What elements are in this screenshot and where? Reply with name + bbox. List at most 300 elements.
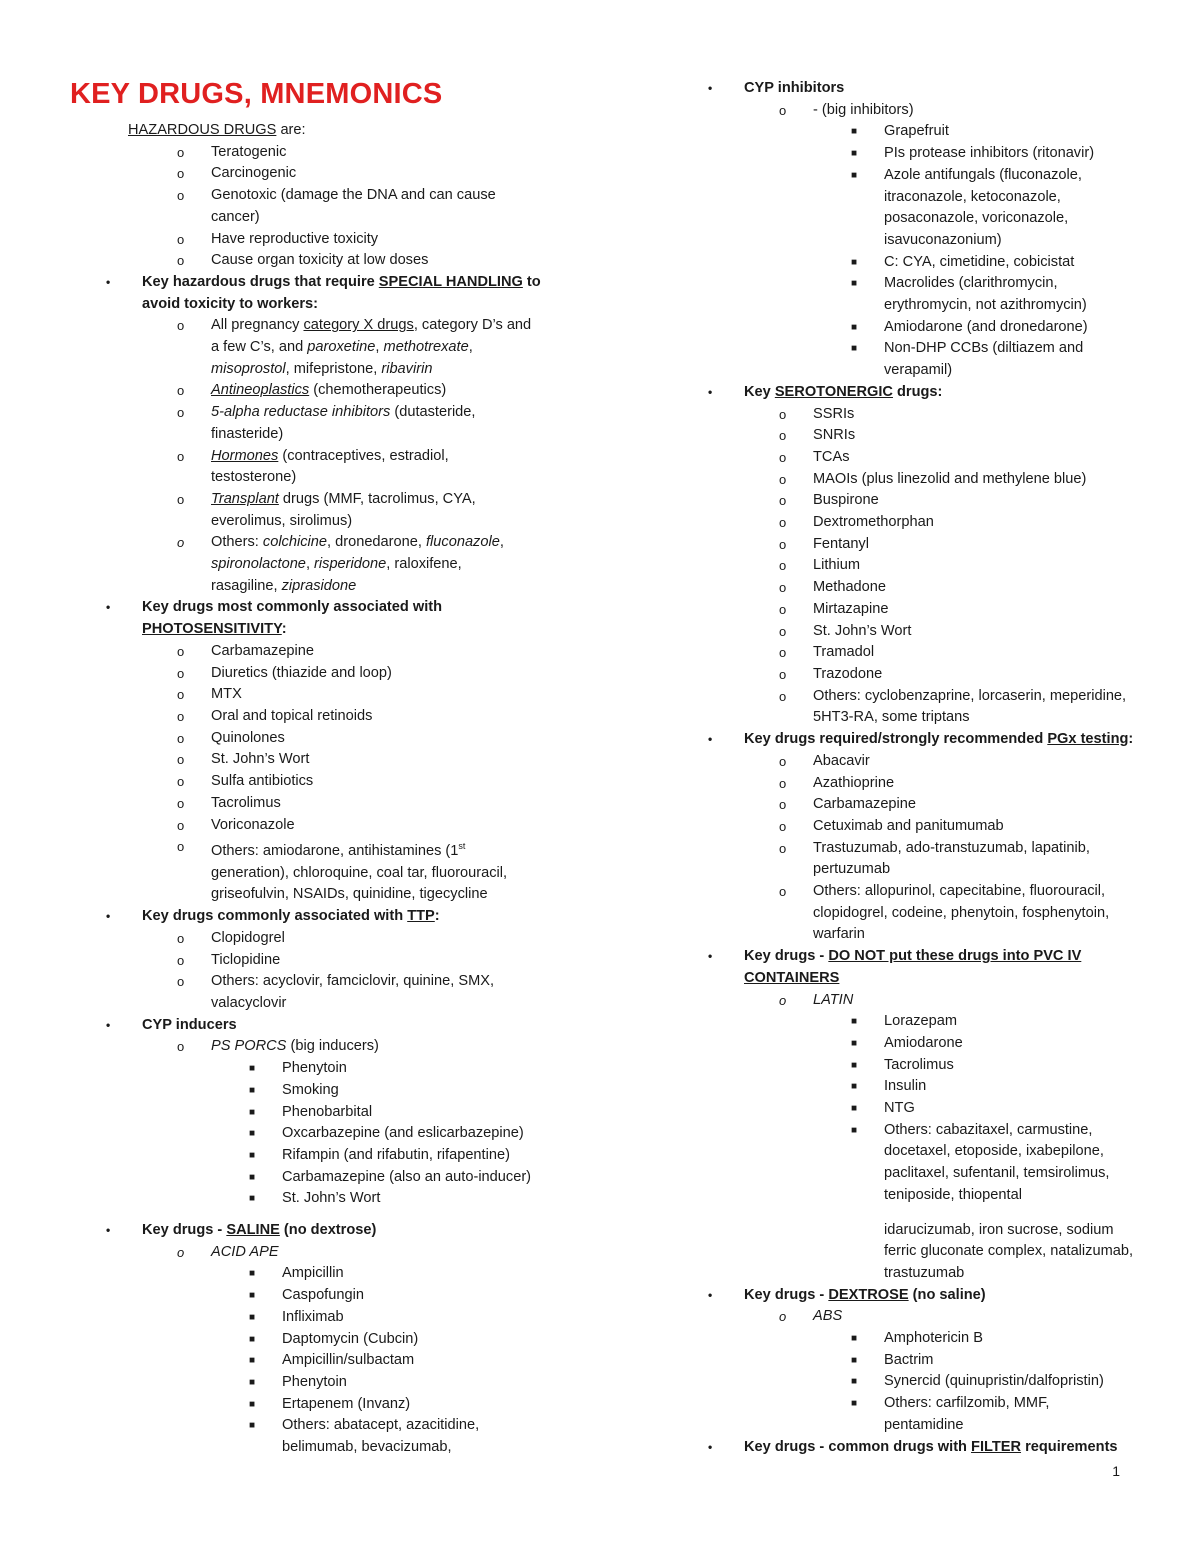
list-item-continued <box>672 360 1142 382</box>
item-text: Bactrim <box>884 1351 934 1368</box>
item-text: trastuzumab <box>884 1264 965 1281</box>
list-item <box>672 686 1142 708</box>
bullet-icon: • <box>106 1223 111 1238</box>
list-item <box>672 490 1142 512</box>
circle-bullet-icon: o <box>177 665 185 681</box>
circle-bullet-icon: o <box>177 687 185 703</box>
square-bullet-icon: ■ <box>851 278 858 290</box>
list-item <box>672 1350 1142 1372</box>
circle-bullet-icon: o <box>177 491 185 507</box>
item-text: Tramadol <box>813 644 875 661</box>
text: drugs: <box>892 383 943 400</box>
text: Key drugs most commonly associated with <box>142 599 443 616</box>
list-item <box>672 816 1142 838</box>
square-bullet-icon: ■ <box>851 343 858 355</box>
item-text: ferric gluconate complex, natalizumab, <box>884 1243 1134 1260</box>
text: Key hazardous drugs that require <box>142 273 379 290</box>
list-item <box>672 1033 1142 1055</box>
item-text: Diuretics (thiazide and loop) <box>211 664 392 681</box>
square-bullet-icon: ■ <box>851 1103 858 1115</box>
circle-bullet-icon: o <box>779 818 787 834</box>
text: (no saline) <box>908 1286 986 1303</box>
list-item-continued <box>672 707 1142 729</box>
item-text: MTX <box>211 686 242 703</box>
item-text: Smoking <box>282 1081 339 1098</box>
text: drugs (MMF, tacrolimus, CYA, <box>278 490 476 507</box>
photosensitivity-heading-cont <box>70 619 590 641</box>
hazardous-heading <box>70 120 590 142</box>
square-bullet-icon: ■ <box>851 1059 858 1071</box>
cyp-inducers-heading <box>70 1015 590 1037</box>
text: requirements <box>1021 1438 1118 1455</box>
bullet-icon: • <box>708 81 713 95</box>
square-bullet-icon: ■ <box>249 1398 256 1410</box>
item-text: Genotoxic (damage the DNA and can cause <box>211 187 496 204</box>
text: , category D’s and <box>413 317 532 334</box>
list-item <box>672 621 1142 643</box>
item-text: Infliximab <box>282 1308 344 1325</box>
item-text: clopidogrel, codeine, phenytoin, fosphenytoin, <box>813 904 1110 921</box>
list-item-continued <box>672 1141 1142 1163</box>
item-text: Carbamazepine <box>813 796 917 813</box>
list-item-continued <box>672 859 1142 881</box>
circle-bullet-icon: o <box>177 839 185 855</box>
list-item <box>672 664 1142 686</box>
circle-bullet-icon: o <box>779 1309 787 1325</box>
list-item <box>70 1058 590 1080</box>
circle-bullet-icon: o <box>779 102 787 118</box>
circle-bullet-icon: o <box>177 752 185 768</box>
list-item <box>70 793 590 815</box>
item-text: Ampicillin <box>282 1265 344 1282</box>
square-bullet-icon: ■ <box>249 1355 256 1367</box>
text: griseofulvin, NSAIDs, quinidine, tigecycline <box>211 886 488 903</box>
list-item <box>70 1123 590 1145</box>
bullet-icon: • <box>106 909 111 924</box>
square-bullet-icon: ■ <box>851 321 858 333</box>
list-item <box>70 185 590 207</box>
list-item <box>70 163 590 185</box>
square-bullet-icon: ■ <box>249 1311 256 1323</box>
list-item-continued <box>70 207 590 229</box>
list-item <box>672 990 1142 1012</box>
list-item <box>70 489 590 511</box>
dextrose-label: DEXTROSE <box>828 1286 909 1303</box>
list-item-continued <box>70 993 590 1015</box>
item-text: Teratogenic <box>211 143 287 160</box>
pgx-label: PGx testing <box>1047 731 1129 748</box>
superscript: st <box>458 841 466 852</box>
list-item-continued <box>672 295 1142 317</box>
list-item <box>70 1036 590 1058</box>
item-text: Others: cyclobenzaprine, lorcaserin, meperidine, <box>813 687 1127 704</box>
text: , <box>468 339 473 356</box>
circle-bullet-icon: o <box>779 688 787 704</box>
spacer <box>672 1207 1142 1220</box>
text: (dutasteride, <box>390 404 476 421</box>
cyp-inhibitors-heading <box>672 78 1142 100</box>
mnemonic: ABS <box>813 1308 843 1325</box>
list-item <box>672 252 1142 274</box>
list-item <box>70 315 590 337</box>
circle-bullet-icon: o <box>177 1039 185 1055</box>
photosensitivity-heading <box>70 597 590 619</box>
item-text: Tacrolimus <box>884 1056 954 1073</box>
list-item <box>70 380 590 402</box>
pvc-heading-cont <box>672 968 1142 990</box>
square-bullet-icon: ■ <box>851 1037 858 1049</box>
list-item <box>672 1076 1142 1098</box>
circle-bullet-icon: o <box>779 558 787 574</box>
square-bullet-icon: ■ <box>249 1171 256 1183</box>
text: ziprasidone <box>281 577 357 594</box>
list-item <box>70 1372 590 1394</box>
item-text: Fentanyl <box>813 535 869 552</box>
list-item <box>672 751 1142 773</box>
list-item-continued <box>672 1415 1142 1437</box>
text: colchicine <box>262 534 327 551</box>
circle-bullet-icon: o <box>177 795 185 811</box>
list-item <box>70 928 590 950</box>
pvc-heading <box>672 946 1142 968</box>
text: (chemotherapeutics) <box>309 382 447 399</box>
circle-bullet-icon: o <box>177 383 185 399</box>
square-bullet-icon: ■ <box>851 1016 858 1028</box>
item-text: Phenobarbital <box>282 1103 373 1120</box>
circle-bullet-icon: o <box>779 623 787 639</box>
list-item <box>70 1080 590 1102</box>
item-text: Rifampin (and rifabutin, rifapentine) <box>282 1146 510 1163</box>
square-bullet-icon: ■ <box>249 1376 256 1388</box>
circle-bullet-icon: o <box>177 730 185 746</box>
circle-bullet-icon: o <box>177 774 185 790</box>
list-item <box>70 229 590 251</box>
circle-bullet-icon: o <box>779 992 787 1008</box>
item-text: pertuzumab <box>813 861 891 878</box>
text: risperidone <box>314 556 387 573</box>
text: Key <box>744 383 775 400</box>
text: , <box>499 534 504 551</box>
ttp-label: TTP <box>407 908 435 925</box>
circle-bullet-icon: o <box>779 840 787 856</box>
text: Antineoplastics <box>211 382 310 399</box>
text: to <box>522 273 541 290</box>
item-text: Grapefruit <box>884 123 949 140</box>
list-item <box>672 642 1142 664</box>
bullet-icon: • <box>708 384 713 399</box>
list-item <box>672 1055 1142 1077</box>
text: testosterone) <box>211 469 297 486</box>
list-item-continued <box>672 230 1142 252</box>
item-text: NTG <box>884 1100 915 1117</box>
text: category X drugs <box>303 317 414 334</box>
item-text: Have reproductive toxicity <box>211 230 379 247</box>
item-text: isavuconazonium) <box>884 231 1002 248</box>
list-item-continued <box>672 924 1142 946</box>
circle-bullet-icon: o <box>177 405 185 421</box>
list-item <box>70 641 590 663</box>
dextrose-heading <box>672 1285 1142 1307</box>
item-text: Carbamazepine (also an auto-inducer) <box>282 1168 532 1185</box>
item-text: Mirtazapine <box>813 600 889 617</box>
list-item <box>672 447 1142 469</box>
text: spironolactone <box>211 556 306 573</box>
item-text: erythromycin, not azithromycin) <box>884 297 1087 314</box>
list-item-continued <box>70 576 590 598</box>
text: Key drugs - <box>744 948 829 965</box>
circle-bullet-icon: o <box>177 448 185 464</box>
square-bullet-icon: ■ <box>249 1268 256 1280</box>
text: : <box>434 908 440 925</box>
list-item <box>70 1167 590 1189</box>
item-text: Ampicillin/sulbactam <box>282 1352 415 1369</box>
list-item <box>70 971 590 993</box>
text: : <box>281 621 287 638</box>
text: avoid toxicity to workers: <box>142 295 318 312</box>
item-text: posaconazole, voriconazole, <box>884 210 1069 227</box>
item-text: Carcinogenic <box>211 165 297 182</box>
list-item <box>672 555 1142 577</box>
list-item <box>672 425 1142 447</box>
bullet-icon: • <box>106 274 111 289</box>
list-item <box>70 1415 590 1437</box>
text: 5-alpha reductase inhibitors <box>211 404 391 421</box>
item-text: PIs protease inhibitors (ritonavir) <box>884 145 1095 162</box>
right-column <box>672 78 1142 1458</box>
bullet-icon: • <box>708 1439 713 1454</box>
list-item <box>70 815 590 837</box>
text: CYP inhibitors <box>744 80 845 96</box>
item-text: Ticlopidine <box>211 951 281 968</box>
hazardous-are-text: are: <box>276 122 306 138</box>
list-item-continued <box>70 424 590 446</box>
square-bullet-icon: ■ <box>249 1063 256 1075</box>
list-item <box>70 749 590 771</box>
item-text: valacyclovir <box>211 994 287 1011</box>
list-item <box>672 1011 1142 1033</box>
list-item <box>672 773 1142 795</box>
circle-bullet-icon: o <box>779 666 787 682</box>
text: Key drugs - common drugs with <box>744 1438 972 1455</box>
circle-bullet-icon: o <box>779 536 787 552</box>
text: Key drugs commonly associated with <box>142 908 408 925</box>
list-item-continued <box>70 554 590 576</box>
item-text: Ertapenem (Invanz) <box>282 1395 411 1412</box>
item-text: Sulfa antibiotics <box>211 773 314 790</box>
list-item-continued <box>672 208 1142 230</box>
page-title: KEY DRUGS, MNEMONICS <box>70 78 443 110</box>
saline-heading <box>70 1220 590 1242</box>
list-item <box>70 771 590 793</box>
list-item <box>70 402 590 424</box>
text: Key drugs - <box>142 1222 227 1239</box>
list-item <box>672 1328 1142 1350</box>
item-text: Others: abatacept, azacitidine, <box>282 1417 480 1434</box>
text: Hormones <box>211 447 279 464</box>
item-text: docetaxel, etoposide, ixabepilone, <box>884 1143 1104 1160</box>
text: , <box>305 556 315 573</box>
text: , mifepristone, <box>285 360 382 377</box>
circle-bullet-icon: o <box>779 471 787 487</box>
special-handling-label: SPECIAL HANDLING <box>378 273 523 290</box>
item-text: Oral and topical retinoids <box>211 707 373 724</box>
circle-bullet-icon: o <box>177 166 185 182</box>
square-bullet-icon: ■ <box>851 148 858 160</box>
special-handling-heading-cont <box>70 294 590 316</box>
list-item <box>672 404 1142 426</box>
item-text: Abacavir <box>813 752 870 769</box>
text: (contraceptives, estradiol, <box>278 447 449 464</box>
item-text: Trastuzumab, ado-transtuzumab, lapatinib, <box>813 839 1090 856</box>
text: CYP inducers <box>142 1016 237 1033</box>
ttp-heading <box>70 906 590 928</box>
bullet-icon: • <box>106 1017 111 1032</box>
circle-bullet-icon: o <box>779 775 787 791</box>
circle-bullet-icon: o <box>177 318 185 334</box>
list-item-continued <box>672 1220 1142 1242</box>
item-text: Daptomycin (Cubcin) <box>282 1330 419 1347</box>
item-text: Oxcarbazepine (and eslicarbazepine) <box>282 1125 524 1142</box>
circle-bullet-icon: o <box>779 580 787 596</box>
bullet-icon: • <box>708 732 713 747</box>
item-text: Phenytoin <box>282 1060 347 1077</box>
list-item-continued <box>70 337 590 359</box>
item-text: Amiodarone <box>884 1034 963 1051</box>
item-text: Lithium <box>813 557 861 574</box>
list-item <box>70 1188 590 1210</box>
list-item <box>672 317 1142 339</box>
square-bullet-icon: ■ <box>249 1128 256 1140</box>
filter-label: FILTER <box>971 1438 1022 1455</box>
list-item <box>70 663 590 685</box>
pvc-label-cont: CONTAINERS <box>744 969 840 986</box>
list-item <box>70 1242 590 1264</box>
list-item <box>70 1102 590 1124</box>
text: methotrexate <box>383 339 469 356</box>
list-item-continued <box>672 903 1142 925</box>
item-text: Caspofungin <box>282 1287 364 1304</box>
text: finasteride) <box>211 425 284 442</box>
item-text: Others: allopurinol, capecitabine, fluorouracil, <box>813 883 1106 900</box>
square-bullet-icon: ■ <box>249 1106 256 1118</box>
square-bullet-icon: ■ <box>851 1398 858 1410</box>
mnemonic: PS PORCS <box>211 1038 287 1055</box>
circle-bullet-icon: o <box>779 884 787 900</box>
item-text: idarucizumab, iron sucrose, sodium <box>884 1221 1114 1238</box>
item-text: Lorazepam <box>884 1013 958 1030</box>
item-text: Synercid (quinupristin/dalfopristin) <box>884 1373 1104 1390</box>
square-bullet-icon: ■ <box>851 169 858 181</box>
list-item-continued <box>672 1263 1142 1285</box>
list-item <box>672 1098 1142 1120</box>
item-text: Trazodone <box>813 665 883 682</box>
circle-bullet-icon: o <box>779 797 787 813</box>
list-item <box>70 836 590 863</box>
list-item <box>672 1306 1142 1328</box>
item-text: C: CYA, cimetidine, cobicistat <box>884 253 1075 270</box>
list-item <box>672 512 1142 534</box>
square-bullet-icon: ■ <box>851 1124 858 1136</box>
list-item <box>70 1350 590 1372</box>
left-column <box>70 78 590 1459</box>
circle-bullet-icon: o <box>177 144 185 160</box>
hazardous-drugs-label: HAZARDOUS DRUGS <box>128 122 277 138</box>
text: : <box>1128 731 1134 748</box>
circle-bullet-icon: o <box>177 952 185 968</box>
circle-bullet-icon: o <box>177 188 185 204</box>
square-bullet-icon: ■ <box>249 1149 256 1161</box>
list-item-continued <box>70 359 590 381</box>
item-text: Voriconazole <box>211 816 295 833</box>
text: All pregnancy <box>211 317 304 334</box>
square-bullet-icon: ■ <box>249 1333 256 1345</box>
item-text: SNRIs <box>813 427 856 444</box>
bullet-icon: • <box>106 600 111 615</box>
circle-bullet-icon: o <box>177 535 185 551</box>
item-text: belimumab, bevacizumab, <box>282 1439 452 1456</box>
item-text: Others: acyclovir, famciclovir, quinine, SMX, <box>211 973 495 990</box>
circle-bullet-icon: o <box>177 1244 185 1260</box>
circle-bullet-icon: o <box>779 601 787 617</box>
list-item <box>70 706 590 728</box>
list-item <box>70 1263 590 1285</box>
list-item-continued <box>70 884 590 906</box>
item-text: warfarin <box>813 926 865 943</box>
text: rasagiline, <box>211 577 282 594</box>
square-bullet-icon: ■ <box>851 1376 858 1388</box>
text: - (big inhibitors) <box>813 101 914 118</box>
circle-bullet-icon: o <box>177 708 185 724</box>
text: Others: <box>211 534 263 551</box>
spacer <box>70 1210 590 1220</box>
circle-bullet-icon: o <box>779 428 787 444</box>
photosensitivity-label: PHOTOSENSITIVITY <box>142 621 282 638</box>
item-text: Tacrolimus <box>211 794 281 811</box>
item-text: St. John’s Wort <box>282 1190 381 1207</box>
special-handling-heading <box>70 272 590 294</box>
list-item <box>672 534 1142 556</box>
list-item <box>672 1393 1142 1415</box>
circle-bullet-icon: o <box>177 253 185 269</box>
text: fluconazole <box>426 534 500 551</box>
list-item-continued <box>672 1241 1142 1263</box>
item-text: Azole antifungals (fluconazole, <box>884 166 1082 183</box>
square-bullet-icon: ■ <box>851 126 858 138</box>
mnemonic: LATIN <box>813 991 854 1008</box>
serotonergic-heading <box>672 382 1142 404</box>
page-number: 1 <box>1112 1463 1120 1479</box>
pgx-heading <box>672 729 1142 751</box>
item-text: Others: cabazitaxel, carmustine, <box>884 1121 1093 1138</box>
list-item <box>70 142 590 164</box>
circle-bullet-icon: o <box>177 974 185 990</box>
square-bullet-icon: ■ <box>249 1290 256 1302</box>
item-text: 5HT3-RA, some triptans <box>813 709 970 726</box>
item-text: Clopidogrel <box>211 929 285 946</box>
square-bullet-icon: ■ <box>249 1193 256 1205</box>
item-text: Insulin <box>884 1078 927 1095</box>
item-text: Methadone <box>813 579 887 596</box>
list-item-continued <box>70 511 590 533</box>
circle-bullet-icon: o <box>779 406 787 422</box>
circle-bullet-icon: o <box>177 643 185 659</box>
list-item <box>672 577 1142 599</box>
text: everolimus, sirolimus) <box>211 512 353 529</box>
list-item <box>672 273 1142 295</box>
text: Transplant <box>211 490 279 507</box>
text: Key drugs - <box>744 1286 829 1303</box>
circle-bullet-icon: o <box>779 515 787 531</box>
